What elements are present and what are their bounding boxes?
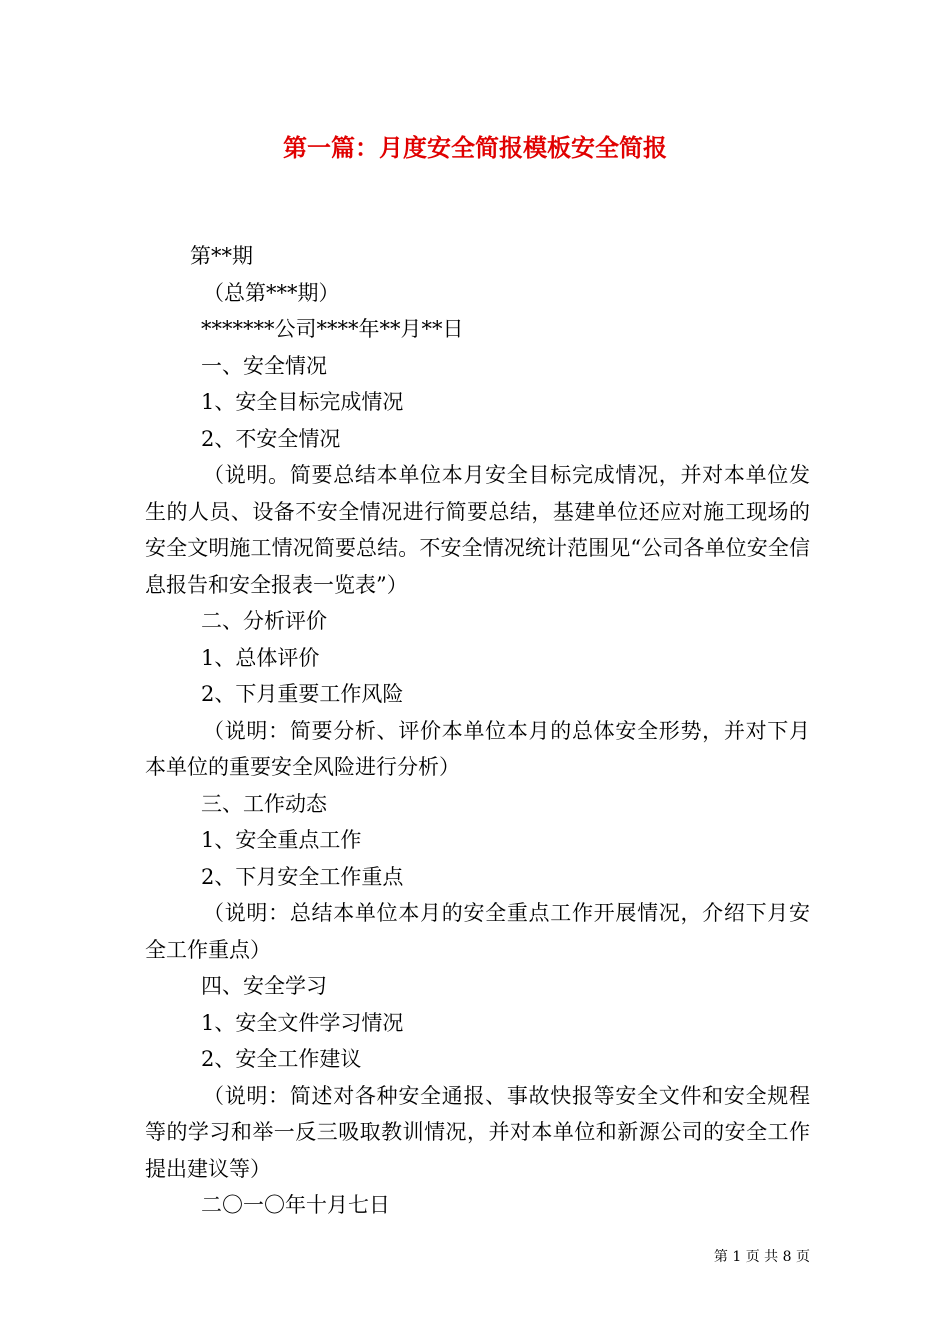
signoff-date: 二〇一〇年十月七日 (201, 1193, 390, 1217)
document-body (145, 238, 810, 1224)
section-item: 2、不安全情况 (201, 426, 341, 451)
section-heading: 一、安全情况 (201, 353, 327, 378)
section-item: 1、总体评价 (201, 645, 320, 670)
section-note: （说明：总结本单位本月的安全重点工作开展情况，介绍下月安全工作重点） (145, 901, 810, 962)
section-heading: 二、分析评价 (201, 609, 327, 633)
section-note: （说明：简要分析、评价本单位本月的总体安全形势，并对下月本单位的重要安全风险进行分析） (145, 718, 810, 779)
section-item: 1、安全重点工作 (201, 828, 362, 852)
section-note: （说明：简述对各种安全通报、事故快报等安全文件和安全规程等的学习和举一反三吸取教训情况，并对本单位和新源公司的安全工作提出建议等） (145, 1083, 810, 1181)
section-item: 2、安全工作建议 (201, 1047, 362, 1071)
section-item: 2、下月安全工作重点 (201, 864, 404, 889)
section-item: 1、安全文件学习情况 (201, 1010, 404, 1035)
section-heading: 四、安全学习 (201, 974, 327, 998)
section-item: 1、安全目标完成情况 (201, 390, 404, 414)
document-title: 第一篇：月度安全简报模板安全简报 (283, 134, 667, 162)
total-issue-number: （总第***期） (203, 280, 340, 305)
issue-number: 第**期 (190, 244, 253, 268)
page-number-footer: 第 1 页 共 8 页 (713, 1249, 810, 1265)
section-item: 2、下月重要工作风险 (201, 682, 404, 706)
section-heading: 三、工作动态 (201, 791, 327, 816)
section-note: （说明。简要总结本单位本月安全目标完成情况，并对本单位发生的人员、设备不安全情况进行简要总结，基建单位还应对施工现场的安全文明施工情况简要总结。不安全情况统计范围见“公司各单位安全信息报告和安全报表一览表”） (145, 463, 810, 597)
company-date-line: *******公司****年**月**日 (201, 317, 464, 341)
